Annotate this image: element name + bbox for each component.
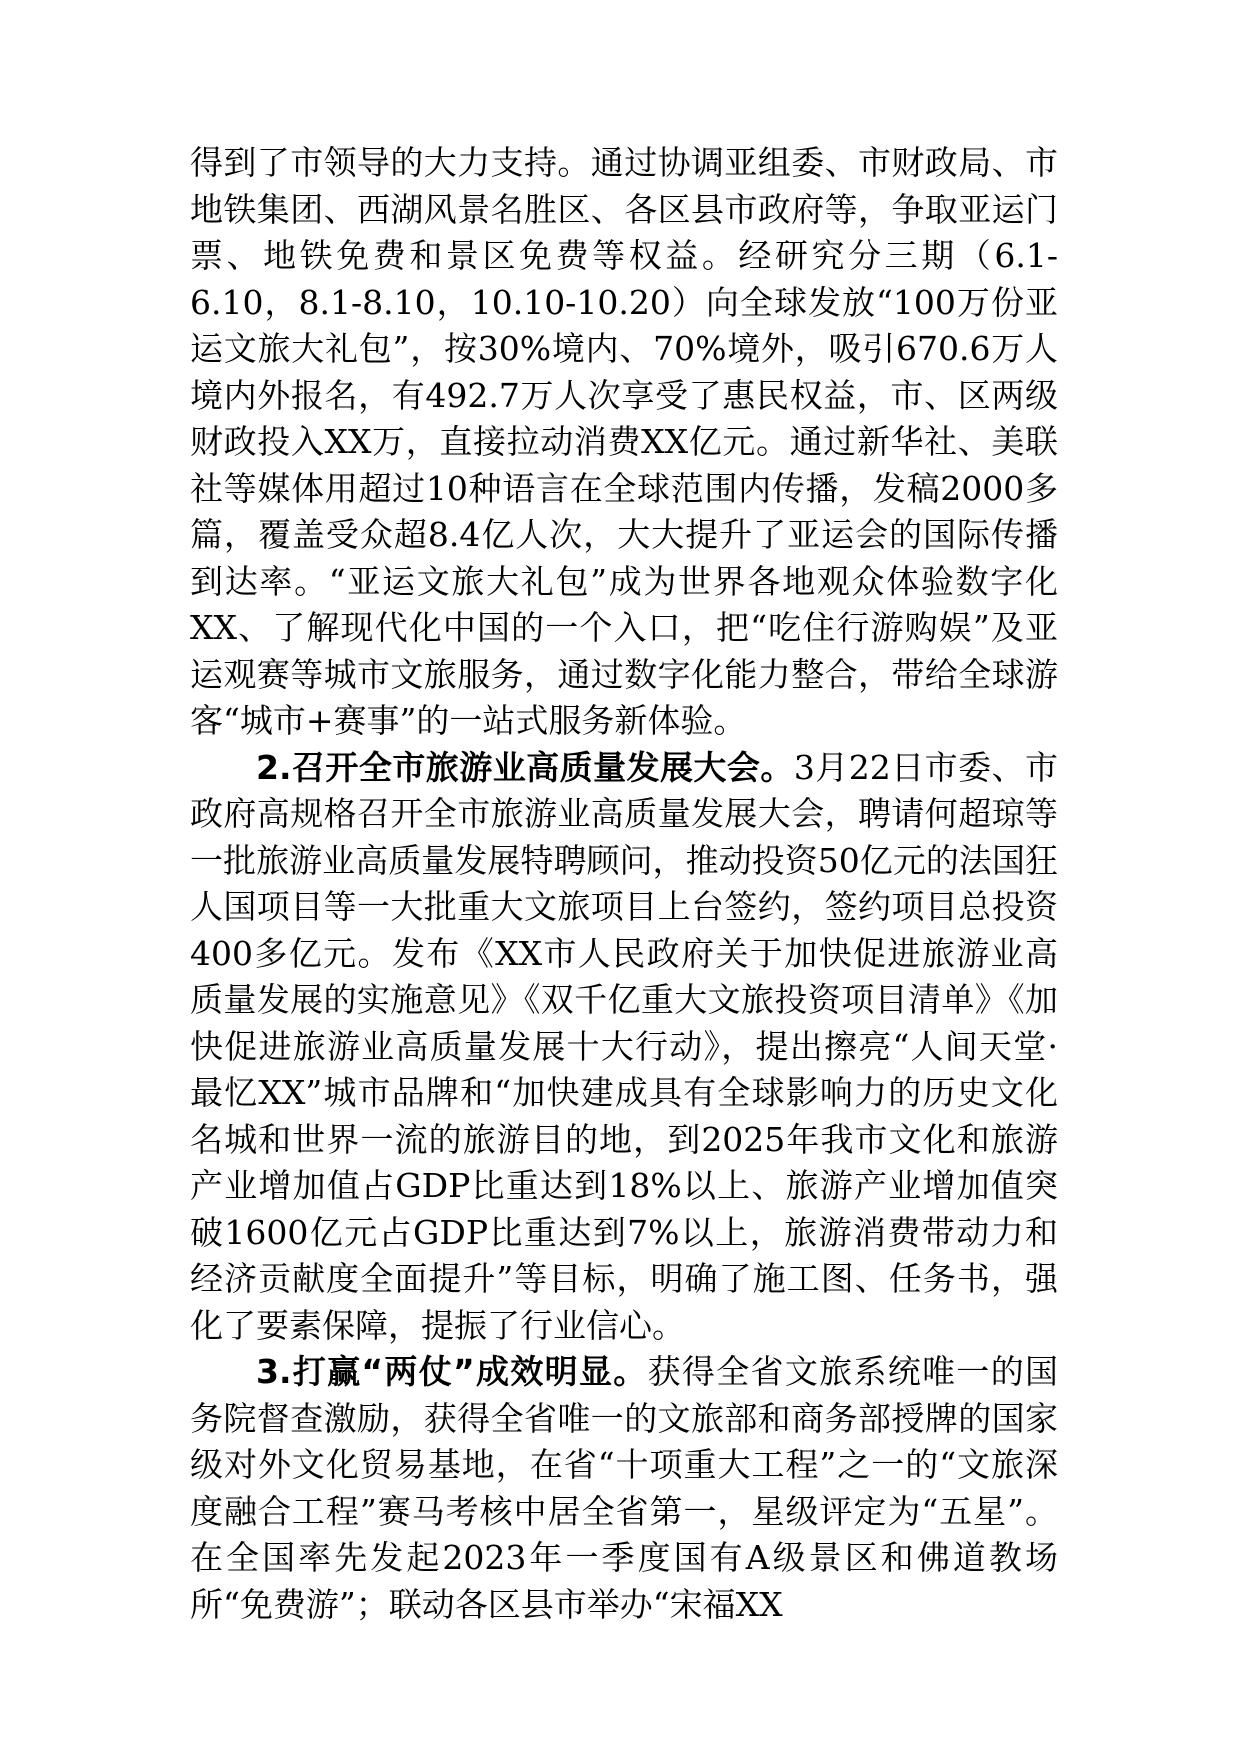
- document-page: [190, 140, 1058, 1628]
- section-2-heading: 2.召开全市旅游业高质量发展大会。: [256, 747, 794, 787]
- paragraph-2: [190, 745, 1058, 1350]
- paragraph-3: [190, 1349, 1058, 1628]
- paragraph-3-text: 获得全省文旅系统唯一的国务院督查激励，获得全省唯一的文旅部和商务部授牌的国家级对外文化贸易基地，在省“十项重大工程”之一的“文旅深度融合工程”赛马考核中居全省第一，星级评定为“五星”。在全国率先发起2023年一季度国有A级景区和佛道教场所“免费游”；联动各区县市举办“宋福XX: [190, 1352, 1059, 1624]
- paragraph-1-text: 得到了市领导的大力支持。通过协调亚组委、市财政局、市地铁集团、西湖风景名胜区、各区县市政府等，争取亚运门票、地铁免费和景区免费等权益。经研究分三期（6.1-6.10，8.1-8.10，10.10-10.20）向全球发放“100万份亚运文旅大礼包”，按30%境内、70%境外，吸引670.6万人境内外报名，有492.7万人次享受了惠民权益，市、区两级财政投入XX万，直接拉动消费XX亿元。通过新华社、美联社等媒体用超过10种语言在全球范围内传播，发稿2000多篇，覆盖受众超8.4亿人次，大大提升了亚运会的国际传播到达率。“亚运文旅大礼包”成为世界各地观众体验数字化XX、了解现代化中国的一个入口，把“吃住行游购娱”及亚运观赛等城市文旅服务，通过数字化能力整合，带给全球游客“城市+赛事”的一站式服务新体验。: [190, 143, 1058, 740]
- paragraph-2-text: 3月22日市委、市政府高规格召开全市旅游业高质量发展大会，聘请何超琼等一批旅游业高质量发展特聘顾问，推动投资50亿元的法国狂人国项目等一大批重大文旅项目上台签约，签约项目总投资400多亿元。发布《XX市人民政府关于加快促进旅游业高质量发展的实施意见》《双千亿重大文旅投资项目清单》《加快促进旅游业高质量发展十大行动》，提出擦亮“人间天堂·最忆XX”城市品牌和“加快建成具有全球影响力的历史文化名城和世界一流的旅游目的地，到2025年我市文化和旅游产业增加值占GDP比重达到18%以上、旅游产业增加值突破1600亿元占GDP比重达到7%以上，旅游消费带动力和经济贡献度全面提升”等目标，明确了施工图、任务书，强化了要素保障，提振了行业信心。: [190, 747, 1058, 1345]
- section-3-heading: 3.打赢“两仗”成效明显。: [256, 1352, 648, 1391]
- paragraph-1: [190, 140, 1058, 745]
